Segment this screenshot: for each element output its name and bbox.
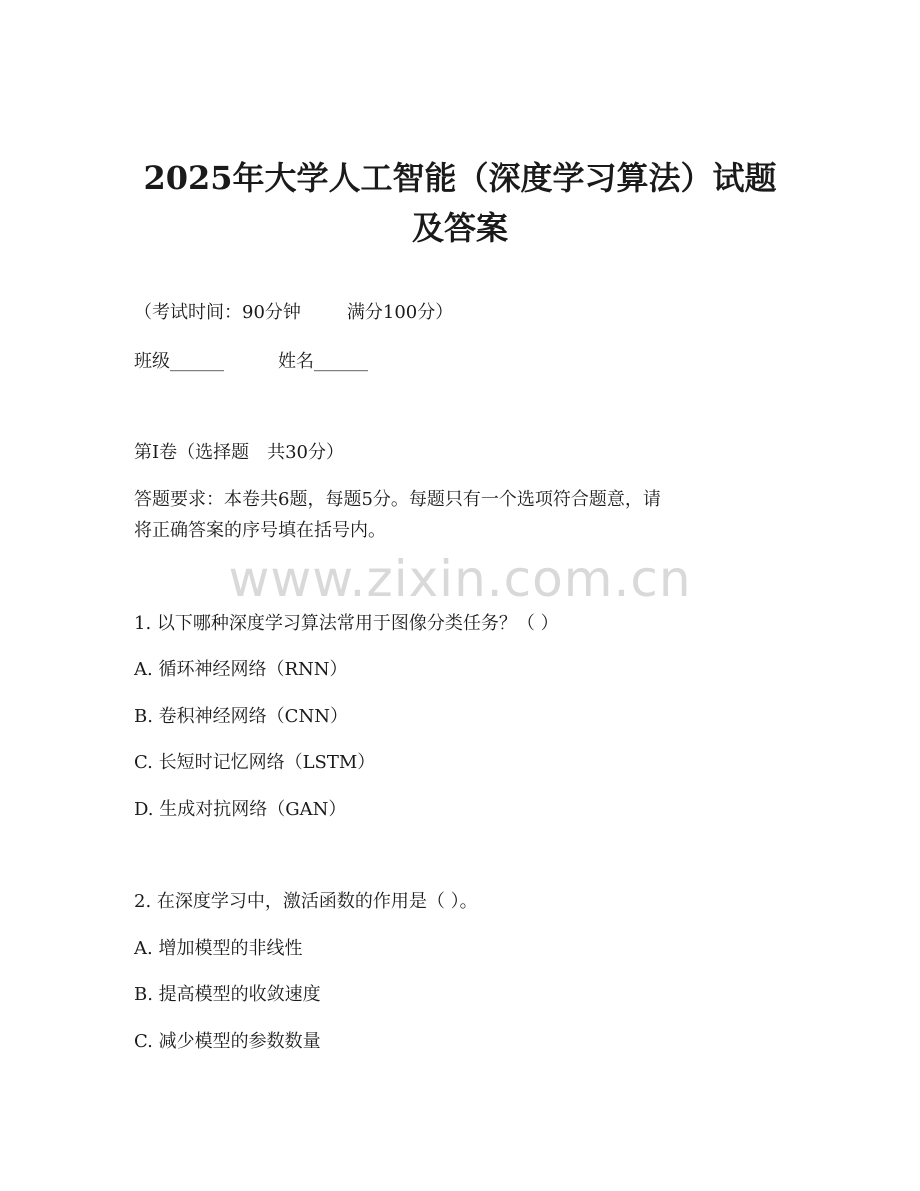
exam-info (134, 300, 453, 326)
section-heading: 第Ⅰ卷（选择题 共30分） (134, 442, 345, 463)
instructions-line-1: 答题要求：本卷共6题，每题5分。每题只有一个选项符合题意，请 (134, 489, 661, 510)
document-title-line-2: 及答案 (411, 209, 508, 247)
question-2-option-a: A. 增加模型的非线性 (134, 938, 303, 959)
question-1-option-a: A. 循环神经网络（RNN） (134, 659, 348, 680)
document-title-line-1: 2025年大学人工智能（深度学习算法）试题 (143, 159, 777, 197)
question-2-option-b: B. 提高模型的收敛速度 (134, 984, 321, 1005)
question-2-option-c: C. 减少模型的参数数量 (134, 1031, 321, 1052)
question-1-option-d: D. 生成对抗网络（GAN） (134, 799, 347, 820)
question-1-stem: 1. 以下哪种深度学习算法常用于图像分类任务？（ ） (134, 613, 559, 634)
question-2-stem: 2. 在深度学习中，激活函数的作用是（ ）。 (134, 891, 478, 912)
question-1-option-b: B. 卷积神经网络（CNN） (134, 706, 348, 727)
exam-time: （考试时间：90分钟 (134, 302, 301, 323)
instructions-line-2: 将正确答案的序号填在括号内。 (134, 520, 386, 541)
class-field: 班级______ (134, 351, 224, 372)
watermark: www.zixin.com.cn (228, 550, 692, 608)
name-field: 姓名______ (278, 351, 368, 372)
question-1-option-c: C. 长短时记忆网络（LSTM） (134, 752, 376, 773)
exam-score: 满分100分） (346, 302, 454, 323)
student-fields (134, 349, 368, 375)
